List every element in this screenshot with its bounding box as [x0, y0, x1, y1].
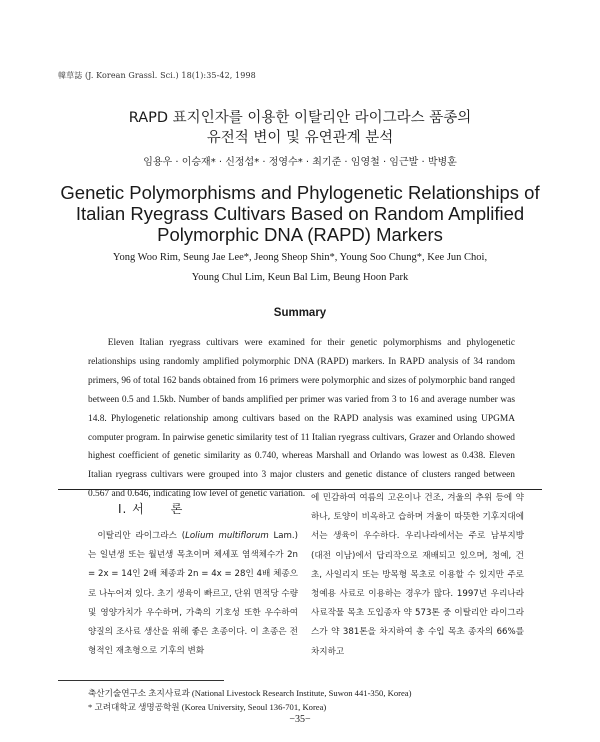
journal-citation: 韓草誌 (J. Korean Grassl. Sci.) 18(1):35-42, 1998 [58, 71, 256, 80]
summary-text: Eleven Italian ryegrass cultivars were examined for their genetic polymorphisms and phylogenetic relationships using randomly amplified polymorphic DNA (RAPD) markers. In RAPD analysis of 34 random primers, 96 of total 162 bands obtained from 16 primers were polymorphic and sizes of polymorphic band ranged between 0.5 and 1.5kb. Number of bands amplified per primer was varied from 3 to 16 and average number was 14.8. Phylogenetic relationship among cultivars based on the RAPD analysis was examined using UPGMA computer program. In pairwise genetic similarity test of 11 Italian ryegrass cultivars, Grazer and Orlando showed highest coefficient of genetic similarity as 0.740, whereas Marshall and Orlando was lowest as 0.438. Eleven Italian ryegrass cultivars were grouped into 3 major clusters and genetic distance of clusters ranged between 0.567 and 0.646, indicating low level of genetic variation. [88, 338, 515, 500]
section-heading-introduction: I. 서 론 [118, 502, 184, 516]
korean-title-line-1: RAPD 표지인자를 이용한 이탈리안 라이그라스 품종의 [128, 110, 472, 126]
summary-abstract [88, 334, 515, 504]
intro-right-paragraph: 에 민감하여 여름의 고온이나 건조, 겨울의 추위 등에 약하나, 토양이 비옥하고 습하며 겨울이 따뜻한 기후지대에서는 생육이 우수하다. 우리나라에서는 주로 남부지방 (대전 이남)에서 답리작으로 재배되고 있으며, 청예, 건초, 사일리지 또는 방목형 목초로 이용할 수 있지만 주로 청예용 사료로 이용하는 경우가 많다. 1997년 우리나라 사료작물 목초 도입종자 약 573톤 중 이탈리안 라이그라스가 약 381톤을 차지하여 총 수입 목초 종자의 66%를 차지하고 [311, 493, 524, 657]
english-authors-line-1: Yong Woo Rim, Seung Jae Lee*, Jeong Sheop Shin*, Young Soo Chung*, Kee Jun Choi, [112, 252, 488, 263]
korean-title-line-2: 유전적 변이 및 유연관계 분석 [206, 130, 394, 146]
intro-left-column [88, 527, 298, 661]
intro-left-paragraph [88, 527, 298, 661]
intro-left-pre: 이탈리안 라이그라스 ( [97, 531, 186, 541]
english-authors-line-2: Young Chul Lim, Keun Bal Lim, Beung Hoon Park [191, 272, 409, 283]
intro-left-post: Lam.)는 일년생 또는 월년생 목초이며 체세포 염색체수가 2n = 2x = 14인 2배 체종과 2n = 4x = 28인 4배 체종으로 나누어져 있다. 초기 생육이 빠르고, 단위 면적당 수량 및 영양가치가 우수하며, 가축의 기호성 또한 우수하여 양질의 조사료 생산을 위해 좋은 초종이다. 이 초종은 전형적인 재초형으로 기후의 변화 [88, 531, 298, 657]
summary-heading: Summary [273, 307, 327, 319]
species-name: Lolium multiflorum [185, 531, 269, 541]
footnotes [88, 686, 411, 714]
page-number: −35− [289, 714, 311, 725]
footnote-2: * 고려대학교 생명공학원 (Korea University, Seoul 136-701, Korea) [88, 702, 327, 712]
english-title-line-2: Italian Ryegrass Cultivars Based on Random Amplified [75, 203, 525, 224]
korean-authors: 임용우 · 이승재* · 신정섭* · 정영수* · 최기준 · 임영철 · 임근발 · 박병훈 [143, 157, 457, 168]
english-title-line-3: Polymorphic DNA (RAPD) Markers [157, 224, 443, 245]
footnote-1: 축산기술연구소 초지사료과 (National Livestock Research Institute, Suwon 441-350, Korea) [88, 688, 412, 698]
intro-right-column [311, 489, 524, 662]
footnote-rule [58, 680, 224, 681]
english-title-line-1: Genetic Polymorphisms and Phylogenetic Relationships of [60, 182, 540, 203]
